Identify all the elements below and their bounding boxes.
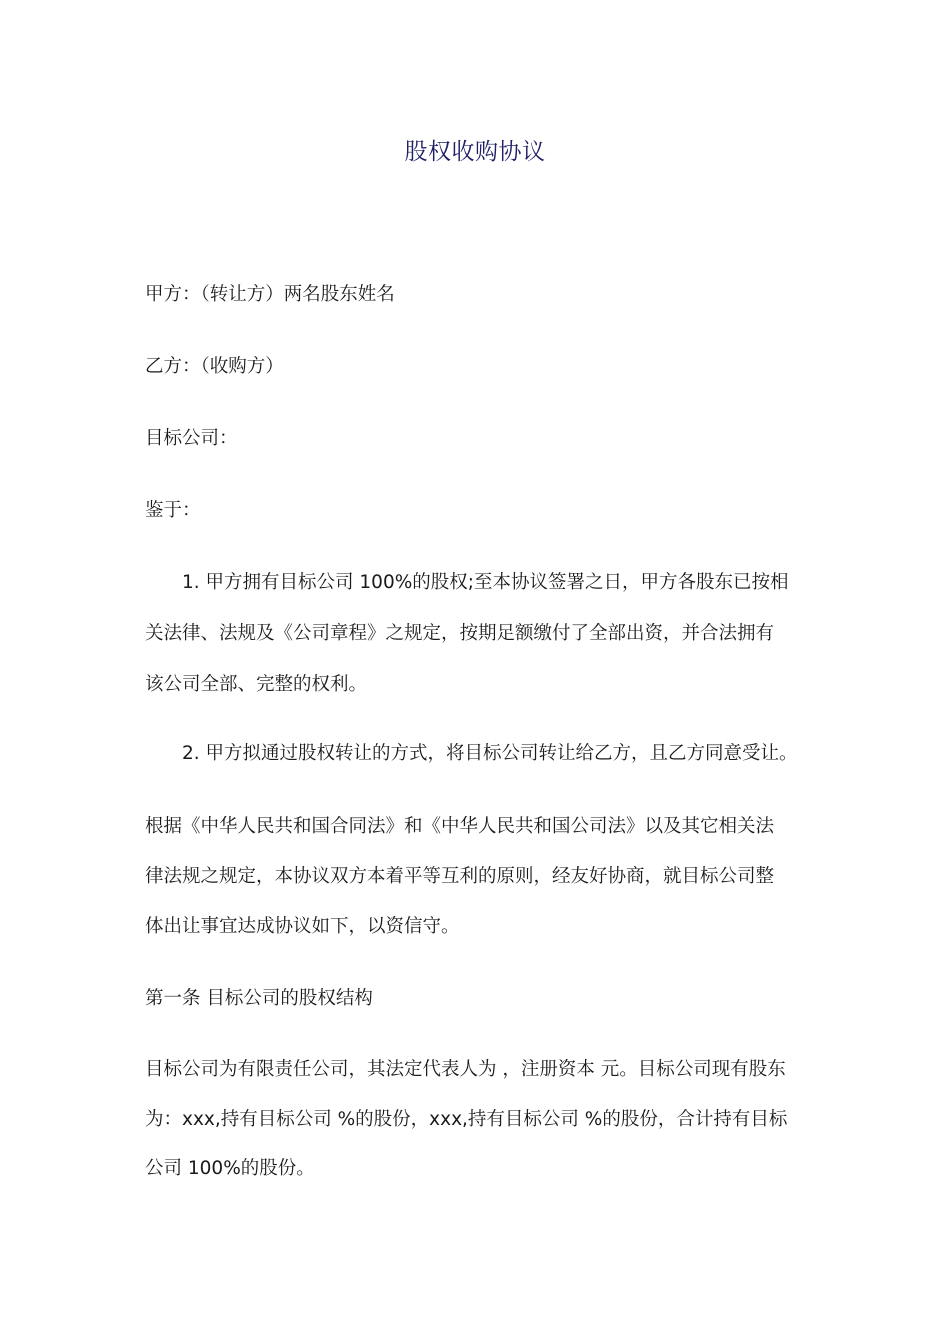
article1-body-line: 目标公司为有限责任公司，其法定代表人为 ，注册资本 元。目标公司现有股东 <box>145 1059 786 1080</box>
article1-body-line: 公司 100%的股份。 <box>145 1158 315 1179</box>
basis-line: 律法规之规定，本协议双方本着平等互利的原则，经友好协商，就目标公司整 <box>145 866 775 887</box>
document-title: 股权收购协议 <box>404 139 546 165</box>
basis-line: 体出让事宜达成协议如下，以资信守。 <box>145 916 460 937</box>
whereas-line: 鉴于： <box>145 500 201 521</box>
basis-line: 根据《中华人民共和国合同法》和《中华人民共和国公司法》以及其它相关法 <box>145 816 775 837</box>
clause1-line: 1. 甲方拥有目标公司 100%的股权;至本协议签署之日，甲方各股东已按相 <box>182 572 789 593</box>
clause1-line: 关法律、法规及《公司章程》之规定，按期足额缴付了全部出资，并合法拥有 <box>145 623 775 644</box>
clause1-line: 该公司全部、完整的权利。 <box>145 674 368 695</box>
article1-body-line: 为：xxx,持有目标公司 %的股份，xxx,持有目标公司 %的股份，合计持有目标 <box>145 1109 788 1130</box>
party-a-line: 甲方：（转让方）两名股东姓名 <box>145 284 395 305</box>
party-b-line: 乙方：（收购方） <box>145 356 284 377</box>
clause2-line: 2. 甲方拟通过股权转让的方式，将目标公司转让给乙方，且乙方同意受让。 <box>182 743 798 764</box>
target-company-line: 目标公司： <box>145 428 238 449</box>
article1-heading: 第一条 目标公司的股权结构 <box>145 988 373 1009</box>
